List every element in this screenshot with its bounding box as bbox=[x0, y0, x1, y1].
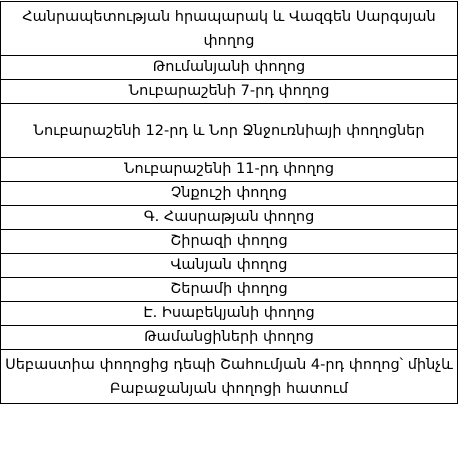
table-row bbox=[1, 230, 458, 254]
table-row bbox=[1, 302, 458, 326]
table-row bbox=[1, 350, 458, 404]
table-cell: Թամանցիների փողոց bbox=[1, 326, 458, 350]
table-row bbox=[1, 56, 458, 80]
table-row bbox=[1, 182, 458, 206]
table-cell: Գ. Հասրաթյան փողոց bbox=[1, 206, 458, 230]
table-cell: Նուբարաշենի 12-րդ և Նոր Ջնջուռնիայի փողոցներ bbox=[1, 104, 458, 158]
table-row bbox=[1, 326, 458, 350]
table-cell: Շիրազի փողոց bbox=[1, 230, 458, 254]
table-cell: Նուբարաշենի 7-րդ փողոց bbox=[1, 80, 458, 104]
table-row bbox=[1, 254, 458, 278]
streets-table bbox=[0, 1, 458, 404]
table-row bbox=[1, 158, 458, 182]
table-cell: Սեբաստիա փողոցից դեպի Շահումյան 4-րդ փողոց՝ մինչև Բաբաջանյան փողոցի հատում bbox=[1, 350, 458, 404]
table-cell: Թումանյանի փողոց bbox=[1, 56, 458, 80]
table-cell: Չնքուշի փողոց bbox=[1, 182, 458, 206]
table-cell: Վանյան փողոց bbox=[1, 254, 458, 278]
table-cell: Շերամի փողոց bbox=[1, 278, 458, 302]
table-row bbox=[1, 104, 458, 158]
table-cell: Է. Իսաբեկյանի փողոց bbox=[1, 302, 458, 326]
table-row bbox=[1, 278, 458, 302]
table-row bbox=[1, 2, 458, 56]
table-row bbox=[1, 206, 458, 230]
table-cell: Հանրապետության հրապարակ և Վազգեն Սարգսյան փողոց bbox=[1, 2, 458, 56]
table-cell: Նուբարաշենի 11-րդ փողոց bbox=[1, 158, 458, 182]
table-row bbox=[1, 80, 458, 104]
